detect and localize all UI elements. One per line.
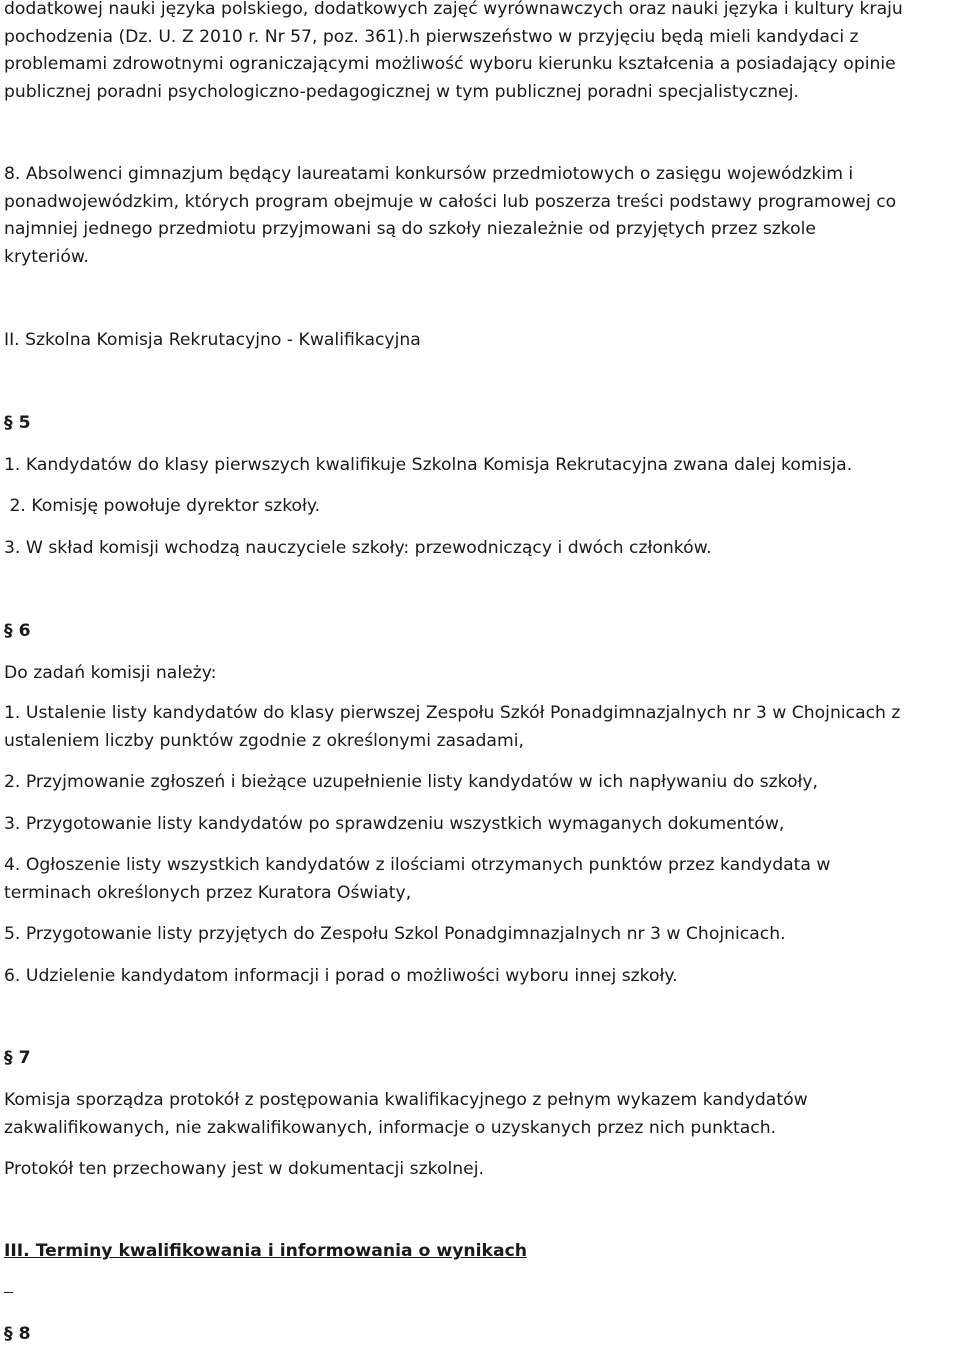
text-line: 8. Absolwenci gimnazjum będący laureatami konkursów przedmiotowych o zasięgu wojewódzkim i	[4, 164, 854, 184]
section-divider-mark	[4, 1287, 960, 1295]
point-8-paragraph	[4, 161, 960, 271]
text-line: najmniej jednego przedmiotu przyjmowani są do szkoły niezależnie od przyjętych przez szkole	[4, 219, 817, 239]
section-3-title: III. Terminy kwalifikowania i informowania o wynikach	[4, 1241, 528, 1261]
text-line: kryteriów.	[4, 246, 89, 267]
paragraph-5-item-2: 2. Komisję powołuje dyrektor szkoły.	[4, 496, 321, 516]
paragraph-6-heading: § 6	[4, 621, 31, 641]
paragraph-6-item-4: 4. Ogłoszenie listy wszystkich kandydatów z ilościami otrzymanych punktów przez kandydata w terminach określonych przez Kuratora Oświaty,	[4, 855, 831, 903]
intro-paragraph	[4, 0, 960, 106]
paragraph-6-item-3: 3. Przygotowanie listy kandydatów po sprawdzeniu wszystkich wymaganych dokumentów,	[4, 814, 785, 834]
text-line: pochodzenia (Dz. U. Z 2010 r. Nr 57, poz. 361).h pierwszeństwo w przyjęciu będą mieli kandydaci z	[4, 26, 859, 47]
text-line: publicznej poradni psychologiczno-pedagogicznej w tym publicznej poradni specjalistycznej.	[4, 81, 799, 102]
paragraph-6-item-5: 5. Przygotowanie listy przyjętych do Zespołu Szkol Ponadgimnazjalnych nr 3 w Chojnicach.	[4, 924, 786, 944]
text-line: dodatkowej nauki języka polskiego, dodatkowych zajęć wyrównawczych oraz nauki języka i kultury kraju	[4, 0, 903, 19]
text-line: problemami zdrowotnymi ograniczającymi możliwość wyboru kierunku kształcenia a posiadający opinie	[4, 54, 896, 74]
section-2-title: II. Szkolna Komisja Rekrutacyjno - Kwalifikacyjna	[4, 330, 421, 350]
paragraph-5-item-3: 3. W skład komisji wchodzą nauczyciele szkoły: przewodniczący i dwóch członków.	[4, 538, 712, 558]
paragraph-6-item-1: 1. Ustalenie listy kandydatów do klasy pierwszej Zespołu Szkół Ponadgimnazjalnych nr 3 w Chojnicach z ustaleniem liczby punktów zgodnie z określonymi zasadami,	[4, 703, 901, 751]
text-line: ponadwojewódzkim, których program obejmuje w całości lub poszerza treści podstawy programowej co	[4, 191, 897, 212]
paragraph-7-note: Protokół ten przechowany jest w dokumentacji szkolnej.	[4, 1159, 484, 1179]
paragraph-6-item-2: 2. Przyjmowanie zgłoszeń i bieżące uzupełnienie listy kandydatów w ich napływaniu do szkoły,	[4, 772, 819, 792]
paragraph-8-heading: § 8	[4, 1324, 31, 1344]
paragraph-7-body: Komisja sporządza protokół z postępowania kwalifikacyjnego z pełnym wykazem kandydatów zakwalifikowanych, nie zakwalifikowanych, informacje o uzyskanych przez nich punktach.	[4, 1090, 808, 1138]
paragraph-5-item-1: 1. Kandydatów do klasy pierwszych kwalifikuje Szkolna Komisja Rekrutacyjna zwana dalej komisja.	[4, 455, 853, 475]
paragraph-6-item-6: 6. Udzielenie kandydatom informacji i porad o możliwości wyboru innej szkoły.	[4, 966, 678, 986]
paragraph-7-heading: § 7	[4, 1048, 31, 1068]
paragraph-5-heading: § 5	[4, 413, 31, 433]
paragraph-6-lead: Do zadań komisji należy:	[4, 663, 217, 683]
